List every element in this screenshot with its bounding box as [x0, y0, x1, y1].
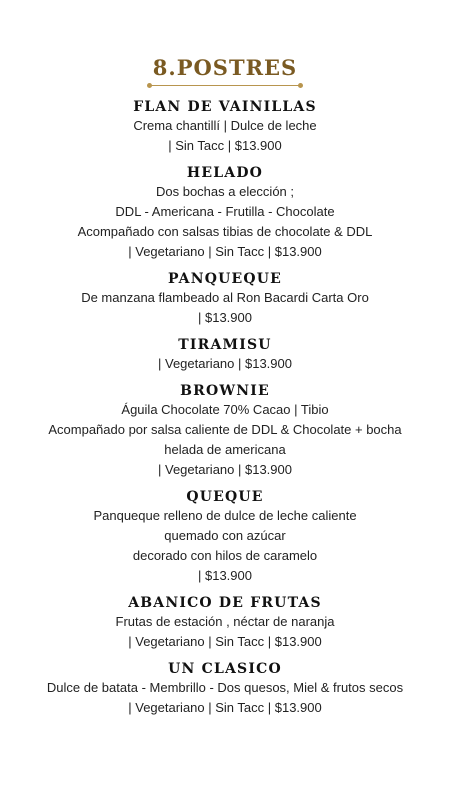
menu-item-description: Crema chantillí | Dulce de leche: [133, 118, 317, 133]
menu-item-description: | Sin Tacc | $13.900: [168, 138, 282, 153]
menu-item-name: TIRAMISU: [178, 337, 272, 353]
menu-item-description: Águila Chocolate 70% Cacao | Tibio: [121, 402, 329, 417]
menu-item-description: Acompañado por salsa caliente de DDL & Chocolate + bocha: [48, 422, 402, 437]
menu-item-description: | Vegetariano | $13.900: [158, 356, 292, 371]
menu-item-name: FLAN DE VAINILLAS: [133, 99, 317, 115]
menu-item-description: | Vegetariano | Sin Tacc | $13.900: [128, 244, 322, 259]
menu-item-description: decorado con hilos de caramelo: [132, 548, 318, 563]
menu-item-description: Panqueque relleno de dulce de leche caliente: [93, 508, 357, 523]
menu-item-description: quemado con azúcar: [164, 528, 286, 543]
menu-item-name: UN CLASICO: [168, 661, 282, 677]
title-divider: [150, 85, 300, 86]
menu-item-description: Dos bochas a elección ;: [155, 184, 295, 199]
menu-item: [0, 270, 450, 328]
menu-item: [0, 660, 450, 718]
section-title: 8.POSTRES: [152, 55, 298, 80]
menu-item: [0, 336, 450, 374]
menu-item-description: De manzana flambeado al Ron Bacardi Carta Oro: [81, 290, 369, 305]
menu-item-description: Frutas de estación , néctar de naranja: [115, 614, 335, 629]
menu-item-name: ABANICO DE FRUTAS: [128, 595, 322, 611]
menu-item-name: QUEQUE: [186, 489, 264, 505]
menu-item: [0, 488, 450, 586]
menu-item-description: | $13.900: [198, 310, 252, 325]
section-header: [0, 0, 450, 86]
menu-item: [0, 164, 450, 262]
menu-item-name: HELADO: [186, 165, 264, 181]
menu-item-description: | Vegetariano | Sin Tacc | $13.900: [128, 700, 322, 715]
menu-item-description: Dulce de batata - Membrillo - Dos quesos, Miel & frutos secos: [46, 680, 404, 695]
menu-item-description: | $13.900: [198, 568, 252, 583]
menu-item-description: Acompañado con salsas tibias de chocolate & DDL: [77, 224, 373, 239]
menu-item-description: DDL - Americana - Frutilla - Chocolate: [115, 204, 335, 219]
menu-item-description: | Vegetariano | Sin Tacc | $13.900: [128, 634, 322, 649]
menu-item: [0, 98, 450, 156]
menu-item-description: | Vegetariano | $13.900: [158, 462, 292, 477]
menu-item-name: BROWNIE: [180, 383, 270, 399]
menu-item: [0, 594, 450, 652]
dessert-list: [0, 98, 450, 718]
menu-item: [0, 382, 450, 480]
menu-item-description: helada de americana: [164, 442, 286, 457]
menu-item-name: PANQUEQUE: [167, 271, 283, 287]
